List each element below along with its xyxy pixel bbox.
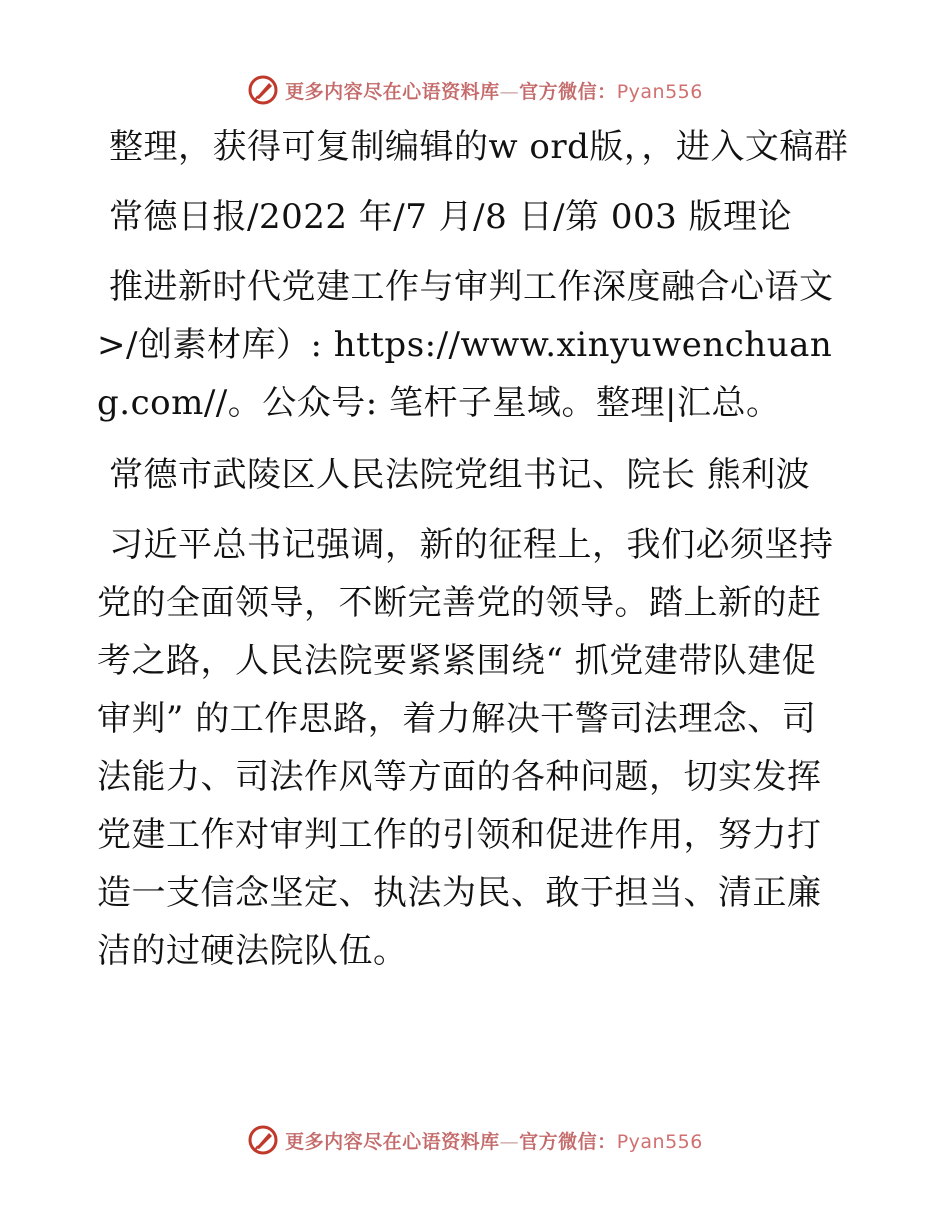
paragraph-author: 常德市武陵区人民法院党组书记、院长 熊利波: [109, 455, 811, 495]
banner-separator: —: [499, 1130, 520, 1153]
banner-text: 更多内容尽在心语资料库: [285, 80, 500, 103]
banner-account-label: 官方微信：: [519, 80, 617, 103]
banner-account-id: Pyan556: [616, 1130, 703, 1153]
footer-banner: [0, 1120, 950, 1160]
banner-separator: —: [499, 80, 520, 103]
banner-account-id: Pyan556: [616, 80, 703, 103]
paragraph-source: 常德日报/2022 年/7 月/8 日/第 003 版理论: [109, 197, 793, 237]
header-banner: [0, 70, 950, 110]
paragraph-title: 推进新时代党建工作与审判工作深度融合心语文>/创素材库）: https://www.xinyuwenchuang.com//。公众号: 笔杆子星域。整理|汇总。: [97, 267, 834, 423]
quill-logo-icon: [247, 1124, 279, 1156]
banner-account-label: 官方微信：: [519, 1130, 617, 1153]
paragraph-body: 习近平总书记强调，新的征程上，我们必须坚持党的全面领导，不断完善党的领导。踏上新的赶考之路，人民法院要紧紧围绕“ 抓党建带队建促审判” 的工作思路，着力解决干警司法理念、司法能力、司法作风等方面的各种问题，切实发挥党建工作对审判工作的引领和促进作用，努力打造一支信念坚定、执法为民、敢于担当、清正廉洁的过硬法院队伍。: [97, 525, 834, 971]
paragraph-intro: 整理，获得可复制编辑的w ord版，，进入文稿群: [109, 127, 849, 167]
quill-logo-icon: [247, 74, 279, 106]
banner-text: 更多内容尽在心语资料库: [285, 1130, 500, 1153]
document-body: [97, 118, 849, 980]
